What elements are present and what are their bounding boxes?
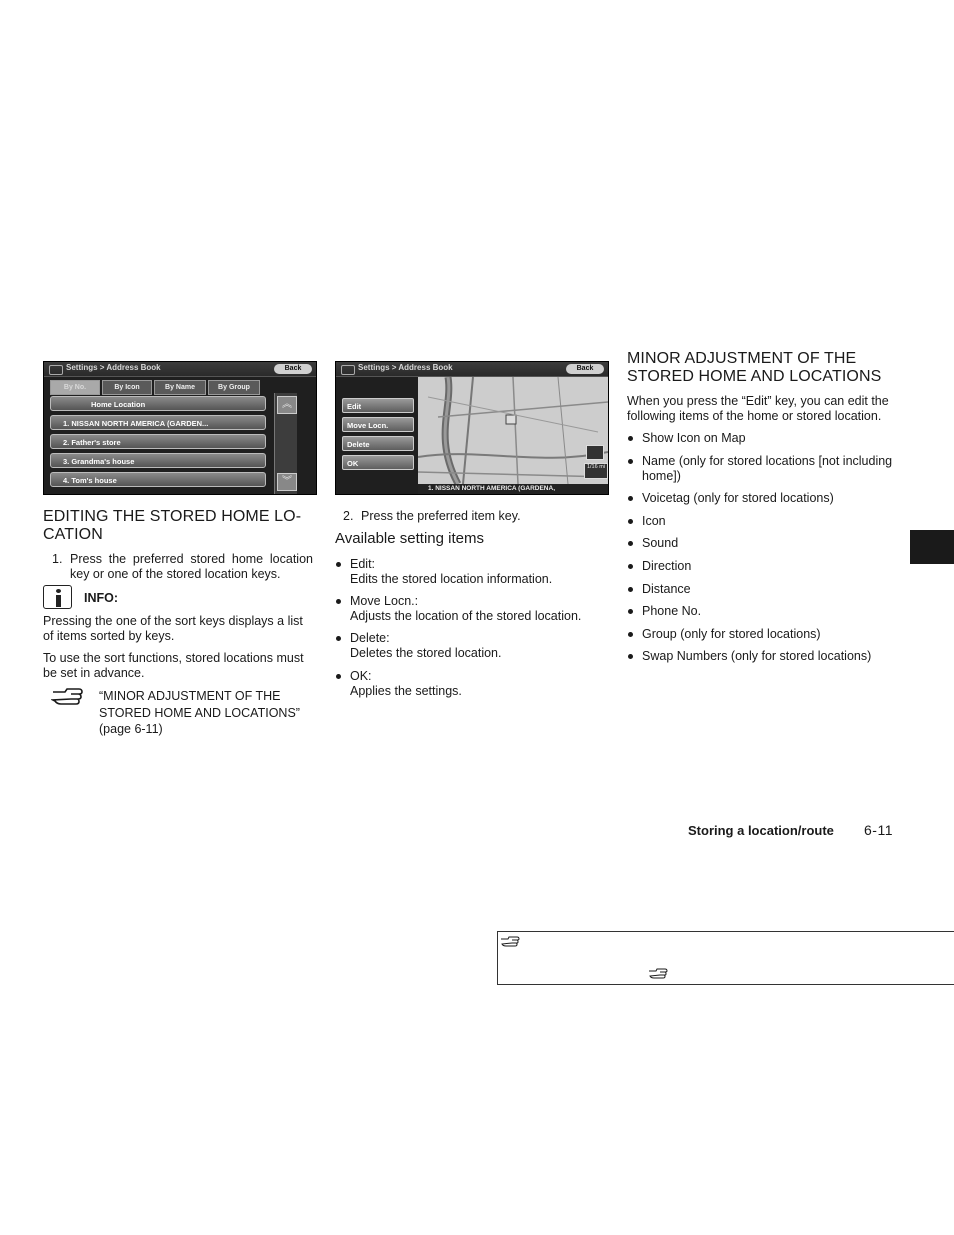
bullet-icon [628,587,633,592]
bullet-icon [628,496,633,501]
footer-note-box [497,931,954,985]
map-location-caption: 1. NISSAN NORTH AMERICA (GARDENA, [418,484,608,494]
list-item: 1. NISSAN NORTH AMERICA (GARDEN... [50,415,266,430]
bullet-icon [628,564,633,569]
item-ok-label: OK: [350,669,372,683]
edit-key: Edit [342,398,414,413]
delete-key: Delete [342,436,414,451]
chapter-tab-marker [910,530,954,564]
item-delete-desc: Deletes the stored location. [350,646,502,660]
edit-item: Name (only for stored locations [not including home]) [642,454,893,483]
bullet-icon [628,654,633,659]
item-delete-label: Delete: [350,631,390,645]
info-paragraph-1: Pressing the one of the sort keys displays a list of items sorted by keys. [43,614,303,643]
info-icon [43,585,72,609]
map-view [418,377,608,484]
list-item: 2. Father's store [50,434,266,449]
bullet-icon [628,541,633,546]
screen-title: Settings > Address Book [358,363,453,372]
scroll-down-icon: ︾ [277,473,297,491]
bullet-icon [628,436,633,441]
edit-item: Swap Numbers (only for stored locations) [642,649,872,663]
footer-section-title: Storing a location/route [688,823,834,838]
edit-item: Show Icon on Map [642,431,746,445]
menu-icon [341,365,355,375]
item-edit-label: Edit: [350,557,376,571]
reference-hand-icon [51,686,83,711]
step-1-number: 1. [52,552,63,566]
tab-by-no: By No. [50,380,100,395]
info-label: INFO: [84,591,119,605]
info-paragraph-2: To use the sort functions, stored locations must be set in advance. [43,651,304,680]
bullet-icon [628,519,633,524]
list-item: 4. Tom's house [50,472,266,487]
address-book-list-screenshot [43,361,317,495]
edit-item: Distance [642,582,691,596]
edit-item: Direction [642,559,692,573]
step-2-number: 2. [343,509,354,523]
bullet-icon [336,562,341,567]
section-heading-editing: EDITING THE STORED HOME LO- CATION [43,508,302,543]
sort-tabs [50,380,260,393]
subheading-available-items: Available setting items [335,530,484,547]
bullet-icon [336,674,341,679]
step-2-text: Press the preferred item key. [361,509,521,523]
bullet-icon [628,459,633,464]
map-roads-graphic [418,377,608,484]
screen-title-bar [44,362,316,377]
cross-reference: “MINOR ADJUSTMENT OF THE STORED HOME AND LOCATIONS” (page 6-11) [99,689,300,736]
edit-item: Phone No. [642,604,702,618]
item-move-desc: Adjusts the location of the stored location. [350,609,582,623]
ok-key: OK [342,455,414,470]
screen-title-bar [336,362,608,377]
tab-by-name: By Name [154,380,206,395]
tab-by-group: By Group [208,380,260,395]
bullet-icon [336,636,341,641]
item-ok-desc: Applies the settings. [350,684,462,698]
section-intro: When you press the “Edit” key, you can edit the following items of the home or stored location. [627,394,889,423]
bullet-icon [628,609,633,614]
list-item: 3. Grandma's house [50,453,266,468]
edit-item: Group (only for stored locations) [642,627,821,641]
list-scrollbar [274,393,297,494]
edit-item: Sound [642,536,679,550]
bullet-icon [628,632,633,637]
scroll-up-icon: ︽ [277,396,297,414]
edit-menu-map-screenshot [335,361,609,495]
list-item-home-location: Home Location [50,396,266,411]
section-heading-minor-adjustment: MINOR ADJUSTMENT OF THE STORED HOME AND LOCATIONS [627,350,882,385]
bullet-icon [336,599,341,604]
edit-item: Voicetag (only for stored locations) [642,491,834,505]
back-button: Back [274,364,312,374]
save-icon [586,445,604,460]
edit-item: Icon [642,514,666,528]
tab-by-icon: By Icon [102,380,152,395]
back-button: Back [566,364,604,374]
step-1-text: Press the preferred stored home location key or one of the stored location keys. [70,552,313,581]
map-scale: 1/16 mi [584,463,608,479]
menu-icon [49,365,63,375]
item-edit-desc: Edits the stored location information. [350,572,553,586]
screen-title: Settings > Address Book [66,363,161,372]
pointing-hand-icon [648,967,668,979]
move-locn-key: Move Locn. [342,417,414,432]
item-move-label: Move Locn.: [350,594,419,608]
reference-hand-icon [500,935,520,947]
page-number: 6-11 [864,822,893,838]
